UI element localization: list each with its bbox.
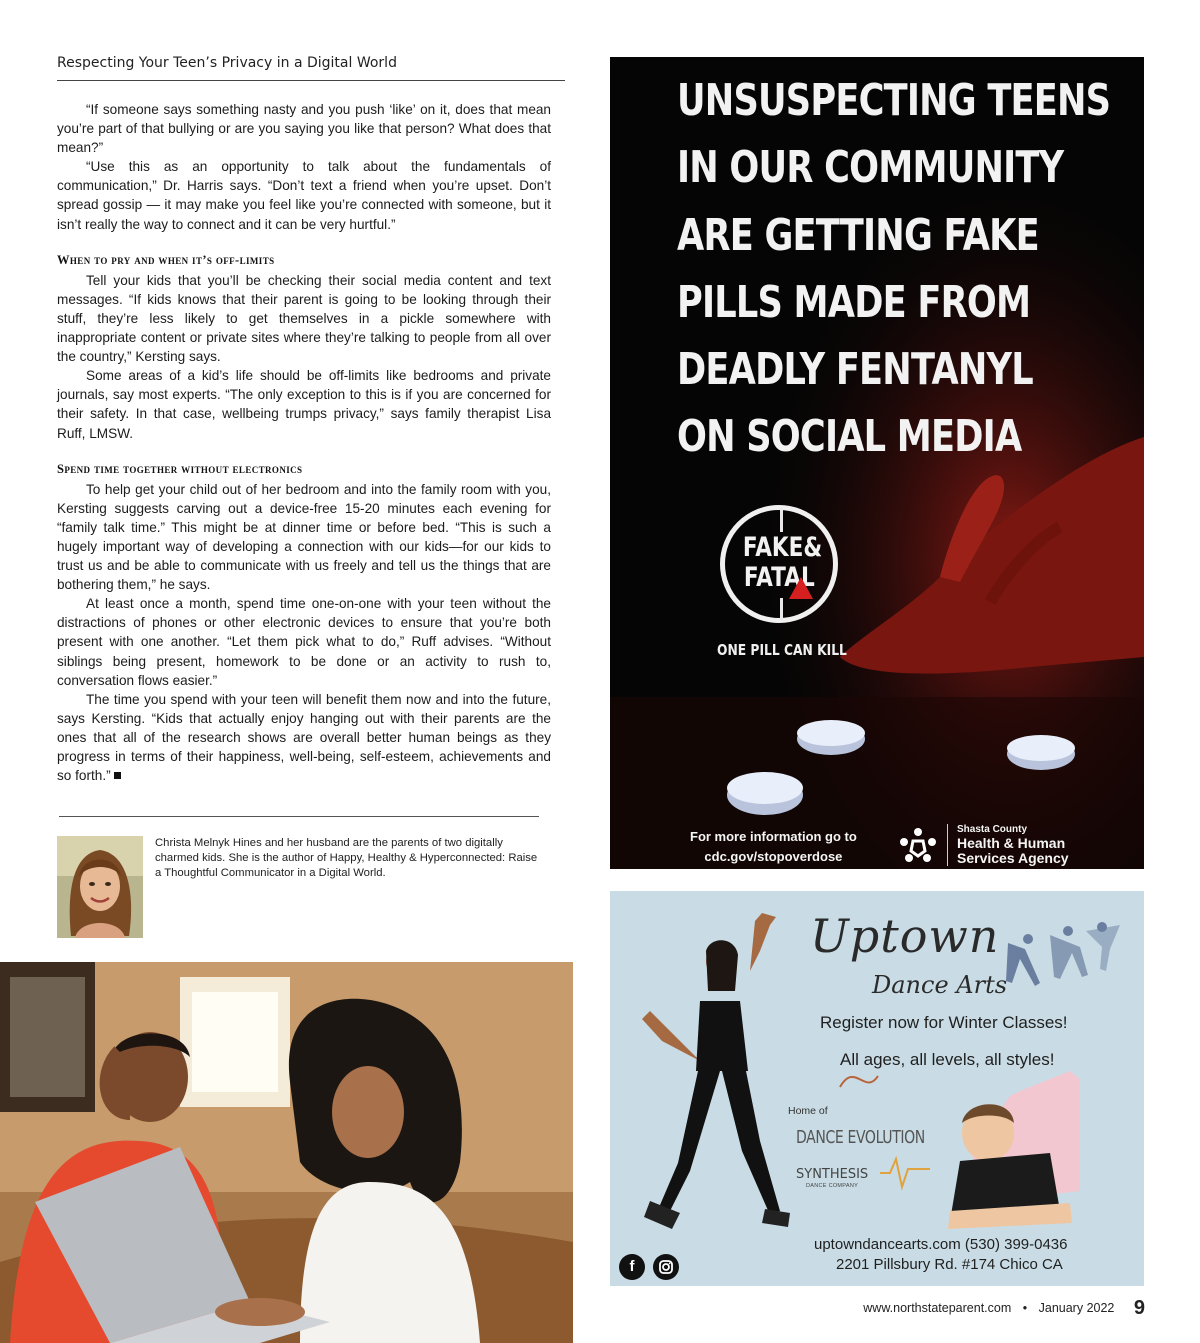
footer-separator: •: [1022, 1301, 1028, 1315]
studio-website-phone: uptowndancearts.com (530) 399-0436: [814, 1236, 1068, 1253]
footer-date: January 2022: [1038, 1301, 1115, 1315]
headline-line: IN OUR COMMUNITY: [677, 142, 1064, 194]
article-paragraph: To help get your child out of her bedroom and into the family room with you, Kersting suggests carving out a device-free 15-20 minutes each evening for “family talk time.” This might be at dinner time or before bed. “This is such a hugely important way of developing a connection with our kids—for our kids to trust us and be able to communicate with us freely and tell us the things that are bothering them,” he says.: [57, 481, 551, 593]
dance-evolution-logo: DANCE EVOLUTION: [796, 1127, 925, 1148]
instagram-icon[interactable]: [653, 1254, 679, 1280]
page-footer: [863, 1297, 1145, 1320]
all-ages-text: All ages, all levels, all styles!: [840, 1050, 1055, 1069]
info-url: cdc.gov/stopoverdose: [704, 849, 843, 864]
warning-triangle-icon: [789, 577, 813, 599]
headline-line: PILLS MADE FROM: [677, 276, 1031, 328]
bio-divider: [59, 816, 539, 817]
article-paragraph: Some areas of a kid’s life should be off-limits like bedrooms and private journals, say most experts. “The only exception to this is if you are concerned for their safety. In that case, wellbeing trumps privacy,” says family therapist Lisa Ruff, LMSW.: [57, 368, 551, 441]
logo-line: [780, 598, 783, 620]
dance-studio-title: Uptown: [810, 909, 1000, 963]
fentanyl-awareness-ad: [610, 57, 1144, 869]
logo-line: [780, 508, 783, 532]
article-paragraph: “If someone says something nasty and you push ‘like’ on it, does that mean you’re part of that bullying or are you saying you like that person? What does that mean?”: [57, 102, 551, 156]
headline-line: ON SOCIAL MEDIA: [677, 411, 1022, 463]
family-laptop-photo: [0, 962, 573, 1343]
agency-separator: [947, 824, 948, 866]
section-heading: When to pry and when it’s off-limits: [57, 252, 275, 267]
headline-line: ARE GETTING FAKE: [677, 209, 1039, 261]
uptown-dance-ad: [610, 891, 1144, 1286]
page-number: 9: [1133, 1297, 1145, 1319]
synthesis-subtitle: DANCE COMPANY: [806, 1183, 859, 1189]
agency-name: [957, 824, 1069, 865]
footer-website: www.northstateparent.com: [863, 1301, 1012, 1315]
dance-studio-subtitle: Dance Arts: [872, 971, 1008, 999]
agency-logo-icon: [895, 824, 941, 866]
author-bio: Christa Melnyk Hines and her husband are the parents of two digitally charmed kids. She is the author of Happy, Healthy & Hyperconnected: Raise a Thoughtful Communicator in a Digital World.: [155, 837, 538, 879]
more-info: [690, 827, 857, 867]
agency-county: Shasta County: [957, 824, 1028, 835]
section-heading: Spend time together without electronics: [57, 461, 303, 476]
running-header: Respecting Your Teen’s Privacy in a Digital World: [57, 55, 565, 81]
logo-text-bottom: FATAL: [743, 562, 815, 593]
headline-line: DEADLY FENTANYL: [677, 344, 1033, 396]
facebook-icon[interactable]: f: [619, 1254, 645, 1280]
synthesis-logo: SYNTHESIS: [796, 1167, 869, 1182]
article-last-text: The time you spend with your teen will benefit them now and into the future, says Kersting. “Kids that actually enjoy hanging out with their parents are the ones that all of the research shows are overall better human beings as they progress in terms of their happiness, well-being, self-esteem, achievements and so forth.”: [57, 691, 551, 784]
article-paragraph: Tell your kids that you’ll be checking their social media content and text messages. “If kids knows that their parent is going to be looking through their stuff, they’re less likely to get themselves in a pickle somewhere with inappropriate content or private sites where they’re talking to people from all over the country,” Kersting says.: [57, 272, 551, 365]
logo-text-top: FAKE&: [742, 532, 823, 563]
article-paragraph: “Use this as an opportunity to talk about the fundamentals of communication,” Dr. Harris says. “Don’t text a friend when you’re upset. Don’t spread gossip — it may make you feel like you’re connected with someone, but it isn’t really the way to connect and it can be very hurtful.”: [57, 159, 551, 232]
agency-line: Services Agency: [957, 849, 1069, 866]
author-photo: [57, 836, 143, 938]
agency-line: Health & Human: [957, 835, 1066, 851]
home-of-label: Home of: [788, 1105, 828, 1117]
ad-headline: [677, 67, 1137, 471]
article-column: [57, 100, 551, 785]
article-paragraph: At least once a month, spend time one-on-one with your teen without the distractions of phones or other electronic devices to ensure that you’re both present with one another. “Let them pick what to do,” Ruff advises. “Without siblings being present, homework to be done or an activity to rush to, conversation flows easier.”: [57, 596, 551, 688]
fake-and-fatal-logo: [720, 505, 838, 623]
headline-line: UNSUSPECTING TEENS: [677, 75, 1111, 126]
article-paragraph: [57, 690, 551, 785]
register-text: Register now for Winter Classes!: [820, 1013, 1068, 1032]
end-of-article-mark: [114, 772, 121, 779]
studio-address: 2201 Pillsbury Rd. #174 Chico CA: [836, 1256, 1063, 1273]
info-line: For more information go to: [690, 829, 857, 844]
ad-tagline: ONE PILL CAN KILL: [717, 641, 847, 659]
